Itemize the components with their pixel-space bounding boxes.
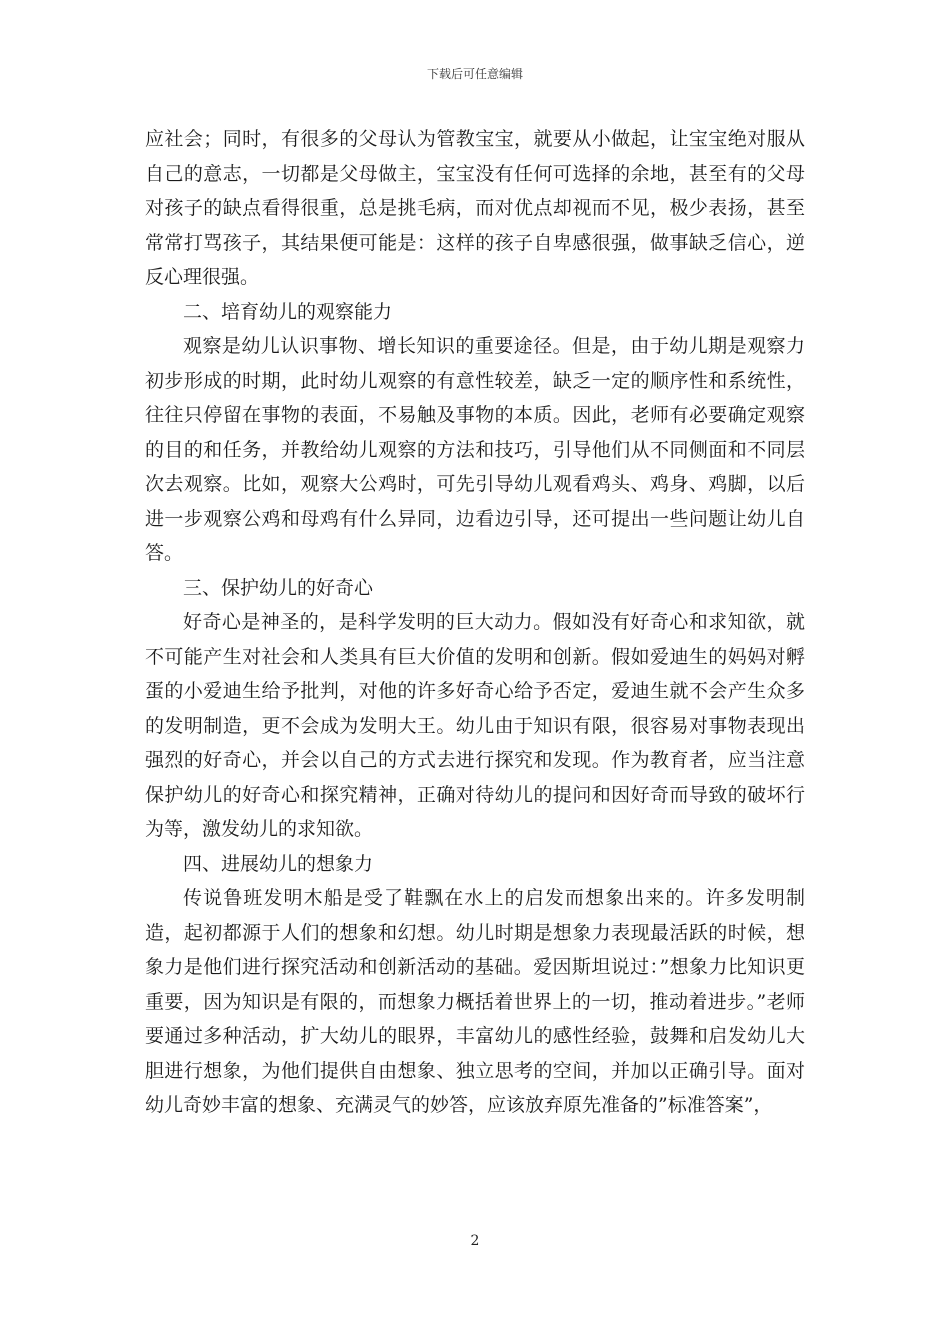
page-number: 2	[470, 1233, 480, 1249]
document-body	[145, 122, 805, 1123]
section-heading-observation: 二、培育幼儿的观察能力	[183, 300, 393, 323]
paragraph-imagination: 传说鲁班发明木船是受了鞋飘在水上的启发而想象出来的。许多发明制造，起初都源于人们的想象和幻想。幼儿时期是想象力表现最活跃的时候，想象力是他们进行探究活动和创新活动的基础。爱因斯坦说过：”想象力比知识更重要，因为知识是有限的，而想象力概括着世界上的一切，推动着进步。”老师要通过多种活动，扩大幼儿的眼界，丰富幼儿的感性经验，鼓舞和启发幼儿大胆进行想象，为他们提供自由想象、独立思考的空间，并加以正确引导。面对幼儿奇妙丰富的想象、充满灵气的妙答，应该放弃原先准备的”标准答案”，	[145, 887, 805, 1116]
section-heading-imagination: 四、进展幼儿的想象力	[183, 852, 374, 875]
paragraph-continuation: 应社会；同时，有很多的父母认为管教宝宝，就要从小做起，让宝宝绝对服从自己的意志，一切都是父母做主，宝宝没有任何可选择的余地，甚至有的父母对孩子的缺点看得很重，总是挑毛病，而对优点却视而不见，极少表扬，甚至常常打骂孩子，其结果便可能是：这样的孩子自卑感很强，做事缺乏信心，逆反心理很强。	[145, 128, 805, 288]
paragraph-curiosity: 好奇心是神圣的，是科学发明的巨大动力。假如没有好奇心和求知欲，就不可能产生对社会和人类具有巨大价值的发明和创新。假如爱迪生的妈妈对孵蛋的小爱迪生给予批判，对他的许多好奇心给予否定，爱迪生就不会产生众多的发明制造，更不会成为发明大王。幼儿由于知识有限，很容易对事物表现出强烈的好奇心，并会以自己的方式去进行探究和发现。作为教育者，应当注意保护幼儿的好奇心和探究精神，正确对待幼儿的提问和因好奇而导致的破坏行为等，激发幼儿的求知欲。	[145, 611, 805, 840]
paragraph-observation: 观察是幼儿认识事物、增长知识的重要途径。但是，由于幼儿期是观察力初步形成的时期，此时幼儿观察的有意性较差，缺乏一定的顺序性和系统性，往往只停留在事物的表面，不易触及事物的本质。因此，老师有必要确定观察的目的和任务，并教给幼儿观察的方法和技巧，引导他们从不同侧面和不同层次去观察。比如，观察大公鸡时，可先引导幼儿观看鸡头、鸡身、鸡脚，以后进一步观察公鸡和母鸡有什么异同，边看边引导，还可提出一些问题让幼儿自答。	[145, 335, 805, 564]
section-heading-curiosity: 三、保护幼儿的好奇心	[183, 576, 374, 599]
page-header: 下载后可任意编辑	[426, 67, 523, 81]
